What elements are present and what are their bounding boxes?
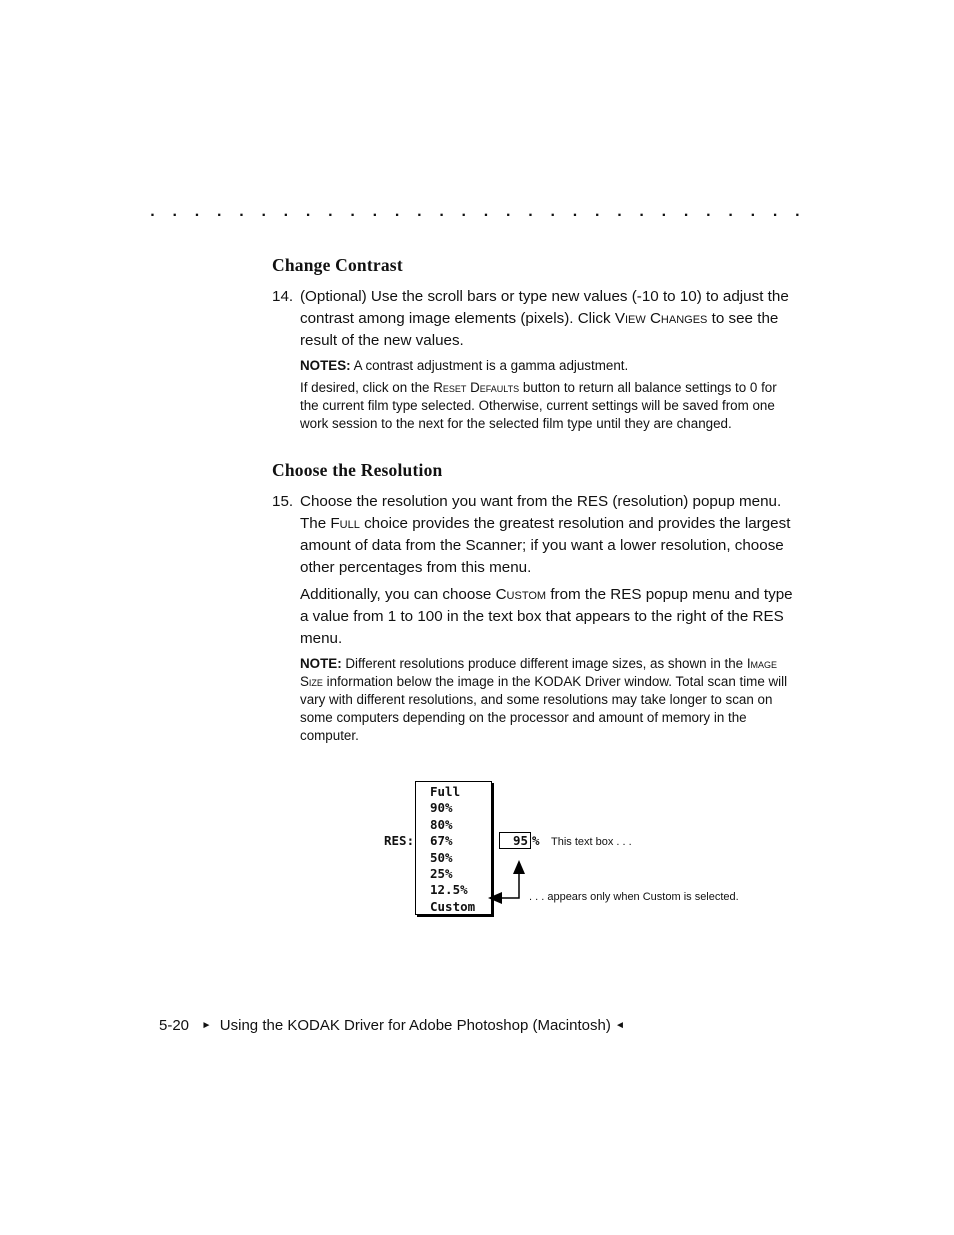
- rule-dot: .: [372, 203, 378, 220]
- res-menu-item[interactable]: 12.5%: [430, 882, 468, 898]
- view-changes-ref: View Changes: [614, 310, 708, 327]
- section-heading-choose-resolution: Choose the Resolution: [272, 460, 443, 480]
- res-menu-item[interactable]: 67%: [430, 833, 453, 849]
- textbox-value: 95: [512, 833, 528, 848]
- rule-dot: .: [328, 203, 333, 220]
- rule-dot: .: [706, 203, 711, 220]
- note-text: If desired, click on the: [300, 380, 434, 395]
- res-menu-figure: [378, 778, 778, 920]
- percent-sign: %: [532, 833, 540, 848]
- rule-dot: .: [261, 203, 266, 220]
- res-menu-item[interactable]: 80%: [430, 816, 453, 832]
- rule-dot: .: [772, 203, 778, 220]
- rule-dot: .: [216, 203, 222, 220]
- custom-ref: Custom: [495, 586, 547, 603]
- rule-dot: .: [150, 203, 155, 220]
- rule-dot: .: [572, 203, 578, 220]
- rule-dot: .: [683, 203, 689, 220]
- step-text: choice provides the greatest resolution and provides the largest amount of data from the Scanner; if you want a lower resolution, choose other percentages from this menu.: [300, 515, 791, 576]
- rule-dot: .: [394, 203, 400, 220]
- rule-dot: .: [461, 203, 466, 220]
- triangle-left-icon: ◄: [615, 1020, 625, 1031]
- rule-dot: .: [506, 203, 511, 220]
- notes-contrast: [272, 357, 797, 375]
- para-text: Additionally, you can choose: [300, 586, 496, 603]
- rule-dot: .: [594, 203, 600, 220]
- rule-dot: .: [194, 203, 200, 220]
- page-footer: [159, 1017, 625, 1034]
- rule-dot: .: [239, 203, 244, 220]
- rule-dot: .: [795, 203, 800, 220]
- rule-dot: .: [417, 203, 422, 220]
- main-content: [272, 255, 797, 745]
- note-resolution: [272, 655, 797, 745]
- res-popup-menu[interactable]: [415, 781, 492, 915]
- note-reset-defaults: [272, 379, 797, 433]
- rule-dot: .: [305, 203, 311, 220]
- custom-value-textbox[interactable]: [499, 832, 531, 849]
- section-heading-change-contrast: Change Contrast: [272, 255, 403, 275]
- rule-dot: .: [750, 203, 756, 220]
- note-text: information below the image in the KODAK Driver window. Total scan time will vary with different resolutions, and some resolutions may take longer to scan on some computers depending on the processor and amount of memory in the computer.: [300, 674, 788, 743]
- rule-dot: .: [661, 203, 667, 220]
- step-text: (Optional) Use the scroll bars or type new values (-10 to 10) to adjust the contrast among image elements (pixels). Click: [300, 288, 789, 327]
- step-14: [272, 286, 797, 352]
- rule-dot: .: [439, 203, 444, 220]
- rule-dot: .: [172, 203, 177, 220]
- rule-dot: .: [283, 203, 289, 220]
- res-label: RES:: [384, 833, 415, 848]
- res-menu-item[interactable]: 50%: [430, 849, 453, 865]
- notes-text: A contrast adjustment is a gamma adjustment.: [350, 358, 629, 373]
- note-text: Different resolutions produce different image sizes, as shown in the: [341, 656, 747, 671]
- note-label: NOTE:: [300, 656, 342, 671]
- step-text: to see the result of the new values.: [300, 310, 779, 349]
- rule-dot: .: [639, 203, 644, 220]
- res-menu-item[interactable]: Full: [430, 784, 461, 799]
- rule-dot: .: [617, 203, 622, 220]
- rule-dot: .: [728, 203, 733, 220]
- page-number: 5-20: [159, 1017, 190, 1034]
- rule-dot: .: [528, 203, 533, 220]
- caption-text-box: This text box . . .: [551, 836, 632, 848]
- res-menu-item[interactable]: 90%: [430, 800, 453, 816]
- res-menu-item[interactable]: 25%: [430, 866, 453, 881]
- step-15: [272, 491, 797, 579]
- rule-dot: .: [350, 203, 355, 220]
- footer-title: Using the KODAK Driver for Adobe Photoshop (Macintosh): [219, 1017, 611, 1034]
- notes-label: NOTES:: [300, 358, 351, 373]
- caption-custom-selected: . . . appears only when Custom is selected.: [529, 891, 739, 903]
- step-text: Choose the resolution you want from the RES (resolution) popup menu. The: [300, 493, 782, 532]
- rule-dot: .: [550, 203, 555, 220]
- full-ref: Full: [330, 515, 360, 532]
- dotted-rule: [150, 203, 800, 223]
- para-text: from the RES popup menu and type a value from 1 to 100 in the text box that appears to the right of the RES menu.: [300, 586, 793, 647]
- res-menu-item[interactable]: Custom: [430, 898, 476, 914]
- note-text: button to return all balance settings to 0 for the current film type selected. Otherwise, current settings will be saved from one work session to the next for the selected film type until they are changed.: [300, 380, 777, 431]
- image-size-ref: Image Size: [300, 656, 778, 689]
- custom-paragraph: [272, 584, 797, 650]
- step-number: 14.: [272, 288, 294, 305]
- rule-dot: .: [483, 203, 489, 220]
- triangle-right-icon: ►: [201, 1020, 212, 1031]
- reset-defaults-ref: Reset Defaults: [433, 380, 520, 395]
- step-number: 15.: [272, 493, 294, 510]
